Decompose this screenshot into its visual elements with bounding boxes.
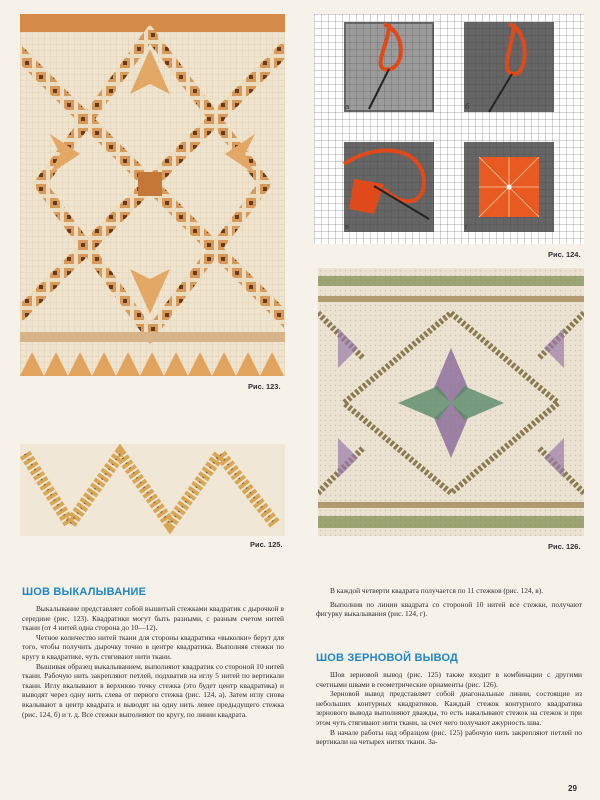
figure-124-diagram xyxy=(314,14,584,244)
right-text-column-bottom xyxy=(316,670,582,747)
figure-126-photo xyxy=(318,268,584,536)
paragraph: Вышивая образец выкалыванием, выполняют квадратик со стороной 10 нитей ткани. Рабочую нить закрепляют петлей, подхватив на иглу 5 нитей по вертикали ткани. Иглу вкалывают в верхнюю точку стежка (это будет центр квадратика) и выводят через одну нить слева от первого стежка (рис. 124, а). Затем иглу снова вкалывают в центр квадрата и выводят на одну нить левее предыдущего стежка (рис. 124, б) и т. д. Все стежки выполняют по кругу, по линии квадрата. xyxy=(22,661,284,719)
paragraph: В начале работы над образцом (рис. 125) рабочую нить закрепляют петлей по вертикали на четырех нитях ткани. За- xyxy=(316,727,582,747)
figure-124-caption: Рис. 124. xyxy=(548,250,581,259)
right-text-column-top xyxy=(316,586,582,619)
figure-123-photo xyxy=(20,14,285,376)
paragraph: Зерновой вывод представляет собой диагональные линии, состоящие из небольших контурных квадратиков. Каждый стежок контурного квадратика зернового вывода выполняют дважды, то есть накалывают стежок на стежок и при этом чуть стягивают нити ткани, за счет чего получают ажурность шва. xyxy=(316,689,582,727)
figure-125-caption: Рис. 125. xyxy=(250,540,283,549)
panel-label-b: б xyxy=(465,102,470,111)
figure-126-caption: Рис. 126. xyxy=(548,542,581,551)
paragraph: В каждой четверти квадрата получается по 11 стежков (рис. 124, в). xyxy=(330,586,544,595)
section-heading-zernovoy-vyvod: ШОВ ЗЕРНОВОЙ ВЫВОД xyxy=(316,652,459,664)
paragraph: Шов зерновой вывод (рис. 125) также входит в комбинации с другими счетными швами в геометрические орнаменты (рис. 126). xyxy=(316,670,582,689)
panel-label-a: а xyxy=(345,102,350,111)
page-number: 29 xyxy=(568,784,577,793)
left-text-column xyxy=(22,604,284,719)
panel-label-g: г xyxy=(465,222,468,231)
paragraph: Четное количество нитей ткани для стороны квадратика «выколки» берут для того, чтобы получить дырочку точно в центре квадратика. Выполняя стежки по кругу в квадратике, чуть стягивают нити ткани. xyxy=(22,632,284,661)
figure-123-caption: Рис. 123. xyxy=(248,382,281,391)
paragraph: Выполнив по линии квадрата со стороной 10 нитей все стежки, получают фигурку выкалывания (рис. 124, г). xyxy=(316,599,582,619)
paragraph: Выкалывание представляет собой вышитый стежками квадратик с дырочкой в середине (рис. 123). Квадратики могут быть разными, с разным счетом нитей ткани (от 4 нитей одна сторона до 10—12). xyxy=(22,604,284,633)
figure-125-photo xyxy=(20,444,285,536)
panel-label-v: в xyxy=(345,222,349,231)
section-heading-vykalyvanie: ШОВ ВЫКАЛЫВАНИЕ xyxy=(22,586,147,598)
